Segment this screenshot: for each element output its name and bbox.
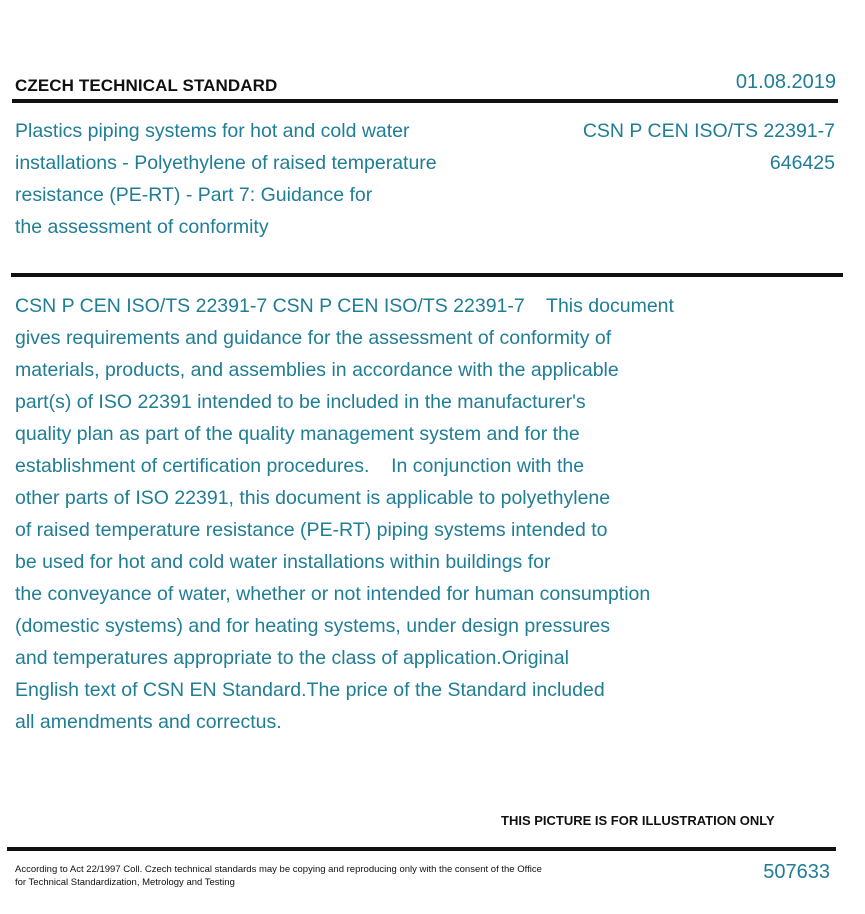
body-line: English text of CSN EN Standard.The price of the Standard included xyxy=(15,679,605,701)
body-line: of raised temperature resistance (PE-RT) piping systems intended to xyxy=(15,519,608,541)
body-line: all amendments and correctus. xyxy=(15,711,282,733)
illustration-note: THIS PICTURE IS FOR ILLUSTRATION ONLY xyxy=(501,813,775,828)
title-line: Plastics piping systems for hot and cold water xyxy=(15,120,410,142)
title-line: resistance (PE-RT) - Part 7: Guidance for xyxy=(15,184,373,206)
standard-description xyxy=(15,290,835,738)
header-label: CZECH TECHNICAL STANDARD xyxy=(15,76,278,95)
body-line: the conveyance of water, whether or not intended for human consumption xyxy=(15,583,651,605)
middle-rule xyxy=(11,273,843,277)
body-line: gives requirements and guidance for the assessment of conformity of xyxy=(15,327,612,349)
body-line: other parts of ISO 22391, this document is applicable to polyethylene xyxy=(15,487,611,509)
header-date: 01.08.2019 xyxy=(735,71,836,93)
top-rule xyxy=(12,99,838,103)
catalog-number: 646425 xyxy=(769,152,835,174)
legal-line: for Technical Standardization, Metrology and Testing xyxy=(15,876,235,888)
body-line: materials, products, and assemblies in accordance with the applicable xyxy=(15,359,619,381)
body-line: quality plan as part of the quality management system and for the xyxy=(15,423,580,445)
legal-notice xyxy=(15,864,615,889)
title-line: the assessment of conformity xyxy=(15,216,269,238)
bottom-rule xyxy=(7,847,836,851)
body-line: CSN P CEN ISO/TS 22391-7 CSN P CEN ISO/TS 22391-7 This document xyxy=(15,295,674,317)
body-line: part(s) of ISO 22391 intended to be included in the manufacturer's xyxy=(15,391,586,413)
body-line: establishment of certification procedures. In conjunction with the xyxy=(15,455,585,477)
body-line: and temperatures appropriate to the class of application.Original xyxy=(15,647,569,669)
standard-codes xyxy=(583,115,835,179)
body-line: (domestic systems) and for heating systems, under design pressures xyxy=(15,615,611,637)
title-line: installations - Polyethylene of raised temperature xyxy=(15,152,437,174)
standard-title xyxy=(15,115,515,243)
footer-number: 507633 xyxy=(763,861,830,883)
body-line: be used for hot and cold water installations within buildings for xyxy=(15,551,551,573)
standard-code: CSN P CEN ISO/TS 22391-7 xyxy=(582,120,835,142)
legal-line: According to Act 22/1997 Coll. Czech technical standards may be copying and reproducing only with the consent of the Office xyxy=(15,864,542,875)
